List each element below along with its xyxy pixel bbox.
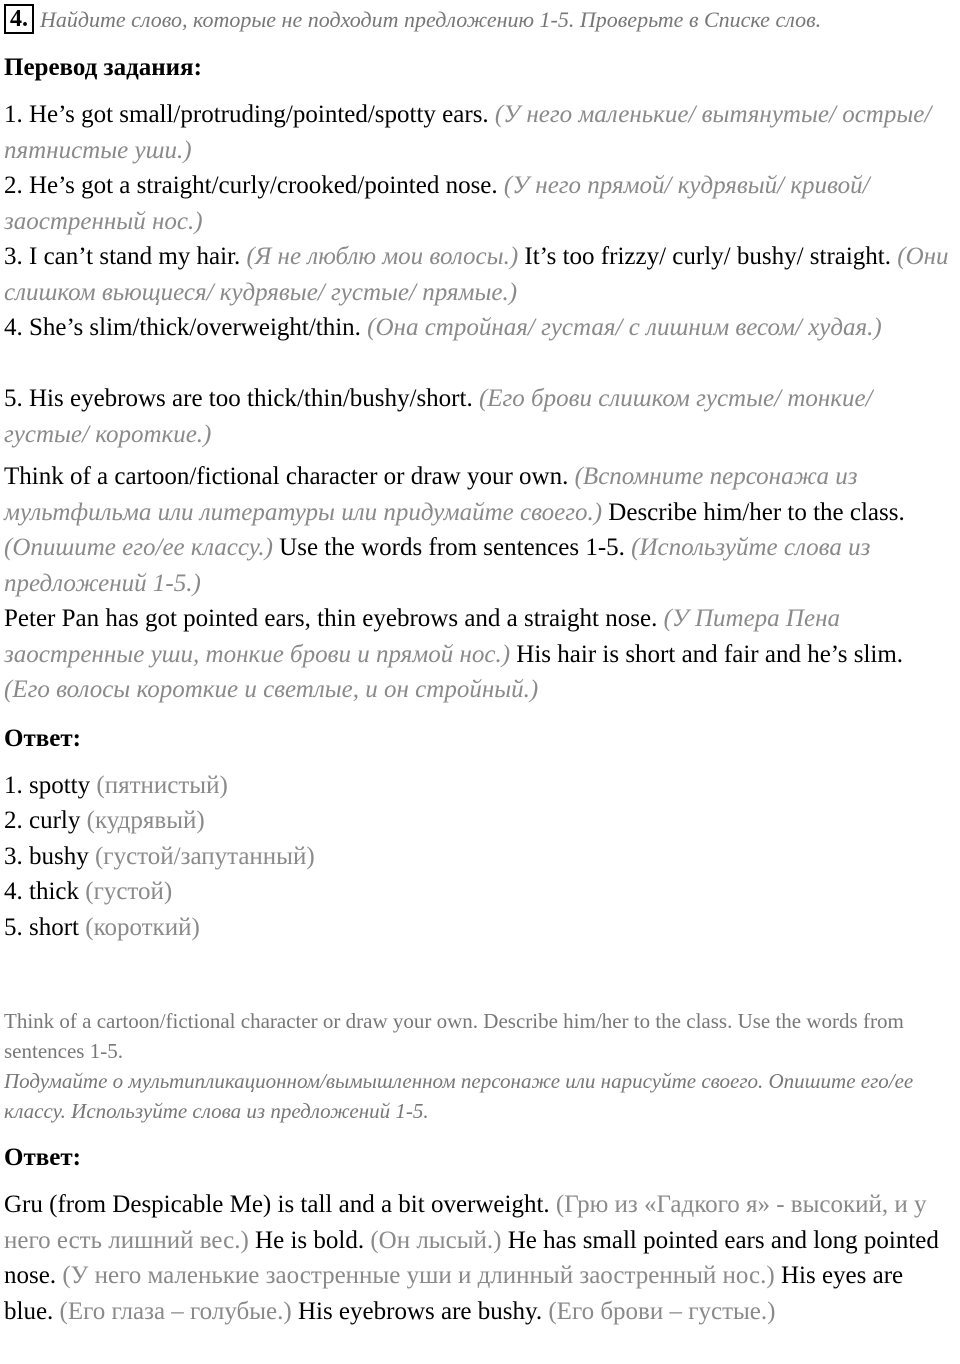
peter-en-2: His hair is short and fair and he’s slim. bbox=[516, 640, 904, 668]
item-1 bbox=[4, 97, 954, 168]
item-3-en2: It’s too frizzy/ curly/ bushy/ straight. bbox=[524, 243, 892, 270]
answer-heading: Ответ: bbox=[4, 725, 81, 752]
item-1-en: 1. He’s got small/protruding/pointed/spotty ears. bbox=[4, 101, 489, 128]
think-paragraph bbox=[4, 459, 954, 601]
answer-5-ru: (короткий) bbox=[85, 914, 200, 941]
think-ru-2: (Опишите его/ее классу.) bbox=[4, 534, 273, 561]
gru-en-3: He has small pointed ears and long pointed nose. bbox=[4, 1226, 939, 1289]
item-2-en: 2. He’s got a straight/curly/crooked/pointed nose. bbox=[4, 172, 498, 199]
item-4 bbox=[4, 310, 954, 346]
task2-instruction bbox=[4, 1006, 954, 1126]
gru-ru-3: (У него маленькие заостренные уши и длинный заостренный нос.) bbox=[62, 1262, 775, 1289]
think-en-1: Think of a cartoon/fictional character or draw your own. bbox=[4, 463, 569, 490]
item-2 bbox=[4, 168, 954, 239]
think-ru-1: (Вспомните персонажа из мультфильма или литературы или придумайте своего.) bbox=[4, 463, 858, 526]
answer-item-3 bbox=[4, 839, 954, 875]
translation-heading: Перевод задания: bbox=[4, 54, 202, 81]
item-4-en: 4. She’s slim/thick/overweight/thin. bbox=[4, 314, 361, 341]
think-en-2: Describe him/her to the class. bbox=[608, 498, 905, 526]
answer-item-5 bbox=[4, 910, 954, 946]
item-3-ru: (Я не люблю мои волосы.) bbox=[246, 243, 519, 270]
gru-ru-2: (Он лысый.) bbox=[370, 1226, 502, 1254]
answer-3-ru: (густой/запутанный) bbox=[94, 843, 315, 870]
answer-item-1 bbox=[4, 768, 954, 804]
gru-paragraph bbox=[4, 1187, 954, 1329]
item-5-en: 5. His eyebrows are too thick/thin/bushy/short. bbox=[4, 385, 473, 412]
gru-en-1: Gru (from Despicable Me) is tall and a bit overweight. bbox=[4, 1191, 550, 1218]
answer-4-en: 4. thick bbox=[4, 878, 79, 905]
think-ru-3: (Используйте слова из предложений 1-5.) bbox=[4, 534, 871, 597]
item-3 bbox=[4, 239, 954, 310]
peter-ru-1: (У Питера Пена заостренные уши, тонкие брови и прямой нос.) bbox=[4, 605, 840, 668]
gru-ru-5: (Его брови – густые.) bbox=[548, 1297, 776, 1325]
item-5-ru: (Его брови слишком густые/ тонкие/ густые/ короткие.) bbox=[4, 385, 873, 448]
task-header bbox=[4, 2, 956, 38]
item-4-ru: (Она стройная/ густая/ с лишним весом/ худая.) bbox=[367, 314, 882, 341]
gru-ru-1: (Грю из «Гадкого я» - высокий, и у него есть лишний вес.) bbox=[4, 1191, 927, 1254]
answer-item-2 bbox=[4, 803, 954, 839]
answer-4-ru: (густой) bbox=[85, 878, 173, 905]
answer-3-en: 3. bushy bbox=[4, 843, 89, 870]
answer-item-4 bbox=[4, 874, 954, 910]
item-5 bbox=[4, 381, 954, 452]
answer-1-en: 1. spotty bbox=[4, 772, 91, 799]
item-3-en: 3. I can’t stand my hair. bbox=[4, 243, 241, 270]
item-3-ru2: (Они слишком вьющиеся/ кудрявые/ густые/ прямые.) bbox=[4, 243, 949, 306]
gru-en-4: His eyes are blue. bbox=[4, 1262, 904, 1325]
task2-ru: Подумайте о мультипликационном/вымышленном персонаже или нарисуйте своего. Опишите его/ее классу. Используйте слова из предложений 1-5. bbox=[4, 1069, 914, 1123]
peter-en-1: Peter Pan has got pointed ears, thin eyebrows and a straight nose. bbox=[4, 605, 658, 632]
answer-5-en: 5. short bbox=[4, 914, 79, 941]
answer-2-ru: (кудрявый) bbox=[86, 807, 205, 834]
answer-2-en: 2. curly bbox=[4, 807, 81, 834]
task-instruction: Найдите слово, которые не подходит предложению 1-5. Проверьте в Списке слов. bbox=[40, 7, 822, 32]
task-number: 4. bbox=[4, 4, 34, 34]
answer-1-ru: (пятнистый) bbox=[96, 772, 228, 799]
peter-ru-2: (Его волосы короткие и светлые, и он стройный.) bbox=[4, 676, 539, 703]
think-en-3: Use the words from sentences 1-5. bbox=[279, 534, 625, 561]
peter-pan-paragraph bbox=[4, 601, 954, 708]
gru-en-2: He is bold. bbox=[255, 1226, 365, 1254]
answer2-heading: Ответ: bbox=[4, 1144, 81, 1171]
gru-en-5: His eyebrows are bushy. bbox=[297, 1297, 543, 1325]
gru-ru-4: (Его глаза – голубые.) bbox=[59, 1297, 292, 1325]
item-1-ru: (У него маленькие/ вытянутые/ острые/ пятнистые уши.) bbox=[4, 101, 932, 164]
item-2-ru: (У него прямой/ кудрявый/ кривой/ заостренный нос.) bbox=[4, 172, 870, 235]
task2-en: Think of a cartoon/fictional character or draw your own. Describe him/her to the class. Use the words from sentences 1-5. bbox=[4, 1009, 904, 1063]
